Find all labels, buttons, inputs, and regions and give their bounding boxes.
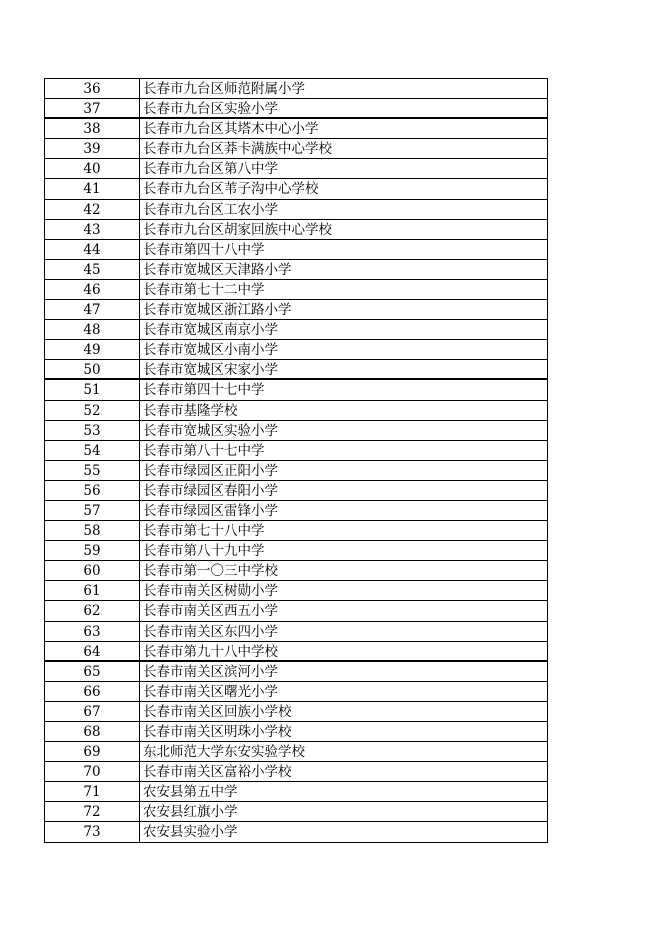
table-row xyxy=(45,722,547,742)
school-name-cell[interactable]: 长春市九台区工农小学 xyxy=(143,201,278,218)
table-row xyxy=(45,179,547,199)
row-number-cell[interactable]: 50 xyxy=(45,360,140,378)
table-row xyxy=(45,742,547,762)
school-name-cell[interactable]: 长春市九台区师范附属小学 xyxy=(143,81,305,97)
table-row xyxy=(45,360,547,380)
table-row xyxy=(45,601,547,621)
school-name-cell[interactable]: 长春市南关区曙光小学 xyxy=(143,683,278,700)
table-row xyxy=(45,220,547,240)
row-number-cell[interactable]: 48 xyxy=(45,320,140,339)
row-number-cell[interactable]: 67 xyxy=(45,702,140,721)
school-name-cell[interactable]: 长春市九台区其塔木中心小学 xyxy=(143,121,319,138)
row-number-cell[interactable]: 57 xyxy=(45,501,140,520)
table-row xyxy=(45,99,547,119)
table-row xyxy=(45,561,547,581)
school-name-cell[interactable]: 长春市宽城区浙江路小学 xyxy=(143,302,292,319)
school-name-cell[interactable]: 长春市南关区西五小学 xyxy=(143,603,278,620)
table-row xyxy=(45,501,547,521)
school-name-cell[interactable]: 长春市宽城区天津路小学 xyxy=(143,261,292,278)
row-number-cell[interactable]: 66 xyxy=(45,682,140,701)
row-number-cell[interactable]: 61 xyxy=(45,581,140,600)
school-name-cell[interactable]: 长春市第七十八中学 xyxy=(143,523,265,540)
school-name-cell[interactable]: 长春市第七十二中学 xyxy=(143,281,265,298)
row-number-cell[interactable]: 71 xyxy=(45,782,140,801)
row-number-cell[interactable]: 64 xyxy=(45,642,140,660)
school-name-cell[interactable]: 长春市宽城区南京小学 xyxy=(143,322,278,339)
row-number-cell[interactable]: 36 xyxy=(45,79,140,98)
row-number-cell[interactable]: 52 xyxy=(45,401,140,420)
table-row xyxy=(45,79,547,99)
school-name-cell[interactable]: 农安县实验小学 xyxy=(143,824,238,841)
table-row xyxy=(45,782,547,802)
school-name-cell[interactable]: 长春市第四十七中学 xyxy=(143,382,265,399)
row-number-cell[interactable]: 60 xyxy=(45,561,140,580)
table-row xyxy=(45,200,547,220)
school-name-cell[interactable]: 长春市九台区胡家回族中心学校 xyxy=(143,221,332,238)
row-number-cell[interactable]: 56 xyxy=(45,481,140,500)
table-row xyxy=(45,441,547,461)
school-name-cell[interactable]: 长春市第八十七中学 xyxy=(143,442,265,459)
school-name-cell[interactable]: 长春市九台区第八中学 xyxy=(143,161,278,178)
school-name-cell[interactable]: 长春市基隆学校 xyxy=(143,402,238,419)
school-name-cell[interactable]: 长春市第一〇三中学校 xyxy=(143,563,278,580)
table-row xyxy=(45,662,547,682)
row-number-cell[interactable]: 45 xyxy=(45,260,140,279)
school-name-cell[interactable]: 长春市宽城区小南小学 xyxy=(143,342,278,359)
school-name-cell[interactable]: 长春市第九十八中学校 xyxy=(143,643,278,660)
school-name-cell[interactable]: 长春市南关区回族小学校 xyxy=(143,703,292,720)
row-number-cell[interactable]: 44 xyxy=(45,240,140,259)
row-number-cell[interactable]: 37 xyxy=(45,99,140,117)
row-number-cell[interactable]: 42 xyxy=(45,200,140,219)
table-row xyxy=(45,139,547,159)
table-row xyxy=(45,260,547,280)
table-row xyxy=(45,300,547,320)
row-number-cell[interactable]: 62 xyxy=(45,601,140,620)
row-number-cell[interactable]: 49 xyxy=(45,340,140,359)
school-name-cell[interactable]: 长春市绿园区春阳小学 xyxy=(143,482,278,499)
school-name-cell[interactable]: 农安县第五中学 xyxy=(143,784,238,801)
table-row xyxy=(45,461,547,481)
table-row xyxy=(45,401,547,421)
table-row xyxy=(45,340,547,360)
row-number-cell[interactable]: 73 xyxy=(45,822,140,841)
row-number-cell[interactable]: 43 xyxy=(45,220,140,239)
school-name-cell[interactable]: 长春市南关区富裕小学校 xyxy=(143,764,292,781)
table-row xyxy=(45,240,547,260)
table-row xyxy=(45,642,547,662)
school-name-cell[interactable]: 长春市宽城区宋家小学 xyxy=(143,362,278,379)
row-number-cell[interactable]: 58 xyxy=(45,521,140,540)
row-number-cell[interactable]: 65 xyxy=(45,662,140,681)
school-name-cell[interactable]: 长春市南关区明珠小学校 xyxy=(143,724,292,740)
table-row xyxy=(45,481,547,501)
row-number-cell[interactable]: 55 xyxy=(45,461,140,480)
row-number-cell[interactable]: 51 xyxy=(45,380,140,399)
row-number-cell[interactable]: 59 xyxy=(45,541,140,560)
table-row xyxy=(45,802,547,822)
school-name-cell[interactable]: 长春市绿园区雷锋小学 xyxy=(143,502,278,519)
school-name-cell[interactable]: 长春市第四十八中学 xyxy=(143,241,265,258)
school-name-cell[interactable]: 长春市南关区东四小学 xyxy=(143,623,278,640)
table-row xyxy=(45,119,547,139)
table-row xyxy=(45,421,547,441)
table-row xyxy=(45,380,547,400)
school-name-cell[interactable]: 长春市九台区苇子沟中心学校 xyxy=(143,181,319,198)
table-row xyxy=(45,521,547,541)
table-row xyxy=(45,280,547,300)
row-number-cell[interactable]: 46 xyxy=(45,280,140,299)
school-name-cell[interactable]: 东北师范大学东安实验学校 xyxy=(143,744,305,761)
row-number-cell[interactable]: 72 xyxy=(45,802,140,821)
row-number-cell[interactable]: 63 xyxy=(45,622,140,641)
row-number-cell[interactable]: 47 xyxy=(45,300,140,319)
school-name-cell[interactable]: 长春市南关区滨河小学 xyxy=(143,663,278,680)
row-number-cell[interactable]: 39 xyxy=(45,139,140,158)
school-name-cell[interactable]: 长春市九台区实验小学 xyxy=(143,101,278,118)
row-number-cell[interactable]: 53 xyxy=(45,421,140,440)
school-name-cell[interactable]: 长春市九台区莽卡满族中心学校 xyxy=(143,141,332,158)
table-row xyxy=(45,159,547,179)
school-name-cell[interactable]: 长春市宽城区实验小学 xyxy=(143,422,278,439)
school-name-cell[interactable]: 长春市绿园区正阳小学 xyxy=(143,462,278,479)
spreadsheet-table xyxy=(44,78,548,843)
row-number-cell[interactable]: 54 xyxy=(45,441,140,460)
row-number-cell[interactable]: 40 xyxy=(45,159,140,178)
table-row xyxy=(45,762,547,782)
school-name-cell[interactable]: 长春市第八十九中学 xyxy=(143,543,265,560)
table-row xyxy=(45,581,547,601)
table-row xyxy=(45,622,547,642)
table-row xyxy=(45,682,547,702)
row-number-cell[interactable]: 70 xyxy=(45,762,140,781)
table-row xyxy=(45,702,547,722)
row-number-cell[interactable]: 68 xyxy=(45,722,140,741)
table-row xyxy=(45,822,547,842)
row-number-cell[interactable]: 38 xyxy=(45,119,140,138)
table-row xyxy=(45,320,547,340)
school-name-cell[interactable]: 长春市南关区树勋小学 xyxy=(143,583,278,600)
row-number-cell[interactable]: 41 xyxy=(45,179,140,198)
school-name-cell[interactable]: 农安县红旗小学 xyxy=(143,804,238,821)
table-row xyxy=(45,541,547,561)
row-number-cell[interactable]: 69 xyxy=(45,742,140,761)
